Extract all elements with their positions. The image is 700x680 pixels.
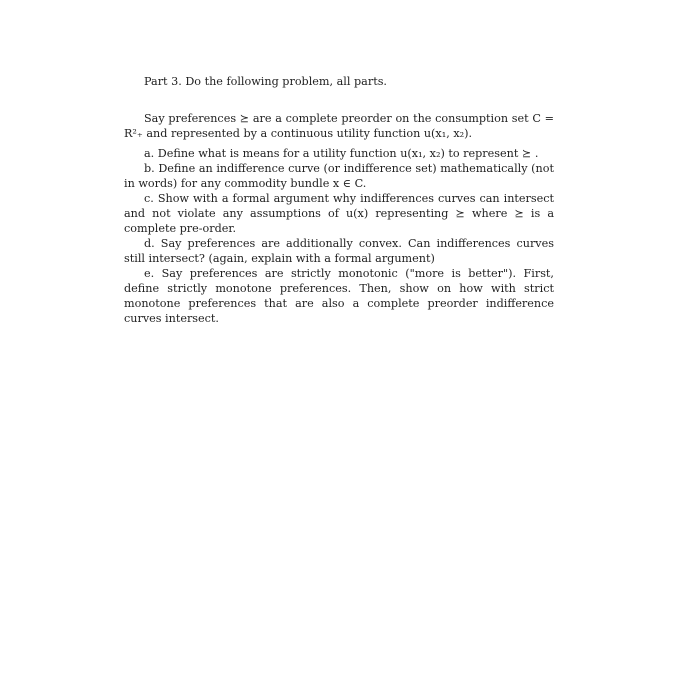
part-heading: Part 3. Do the following problem, all parts.	[144, 75, 387, 88]
question-e: e. Say preferences are strictly monotonic ("more is better"). First, define strictly monotone preferences. Then, show on how with strict monotone preferences that are also a complete preorder indifference curves intersect.	[124, 267, 554, 325]
question-c: c. Show with a formal argument why indifferences curves can intersect and not violate any assumptions of u(x) representing ⪰ where ⪰ is a complete pre-order.	[124, 192, 554, 235]
problem-text	[124, 74, 554, 326]
question-list	[124, 146, 554, 326]
question-b: b. Define an indifference curve (or indifference set) mathematically (not in words) for any commodity bundle x ∈ C.	[124, 162, 554, 190]
question-d: d. Say preferences are additionally convex. Can indifferences curves still intersect? (again, explain with a formal argument)	[124, 237, 554, 265]
question-a: a. Define what is means for a utility function u(x₁, x₂) to represent ⪰ .	[144, 147, 539, 160]
intro-paragraph: Say preferences ⪰ are a complete preorder on the consumption set C = R²₊ and represented by a continuous utility function u(x₁, x₂).	[124, 112, 554, 140]
